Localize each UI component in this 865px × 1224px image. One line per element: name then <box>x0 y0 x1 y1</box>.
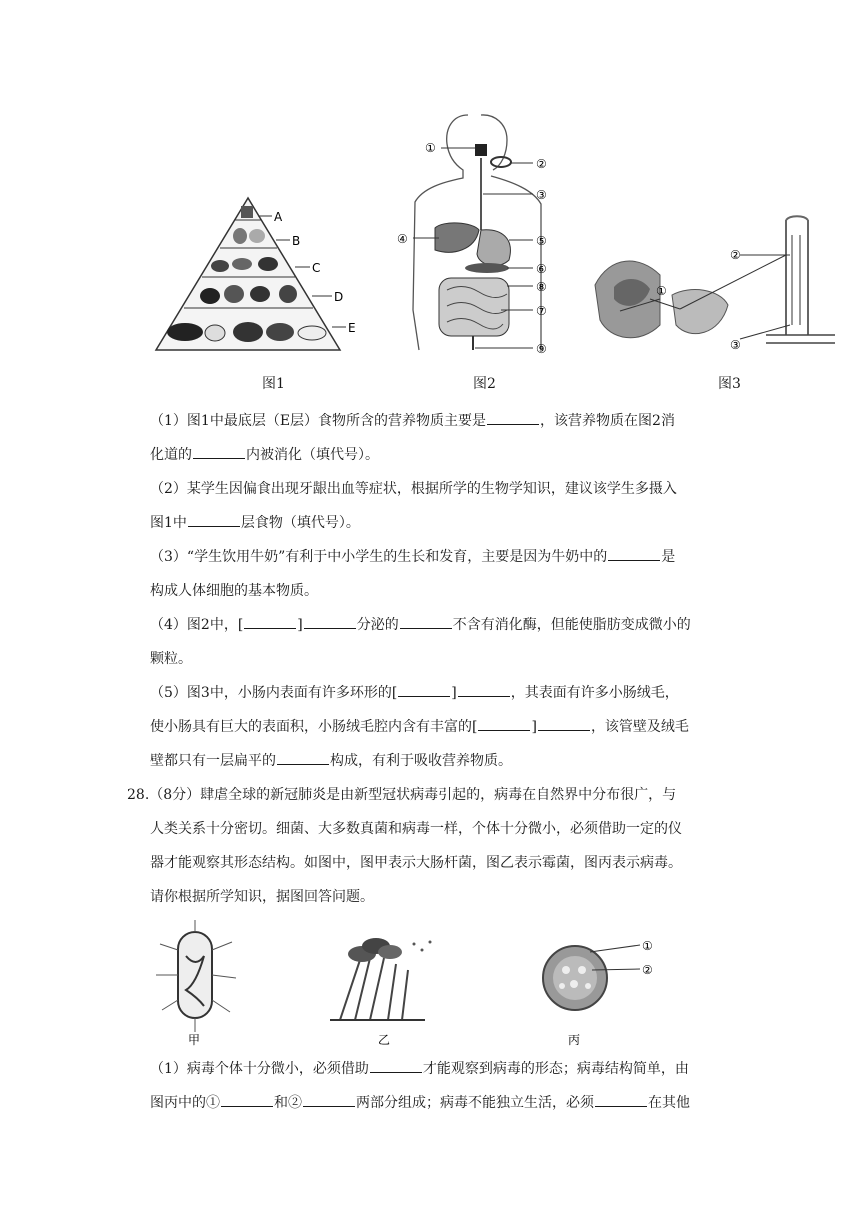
q27-part4-line1: （4）图2中，[ ] 分泌的 不含有消化酶，但能使脂肪变成微小的 <box>150 614 691 634</box>
marker-1: ① <box>425 141 436 155</box>
food-pyramid-figure <box>150 190 380 360</box>
fig3-marker-2: ② <box>730 248 741 262</box>
microbe-figure <box>150 920 670 1050</box>
q28-line2: 人类关系十分密切。细菌、大多数真菌和病毒一样，个体十分微小，必须借助一定的仪 <box>150 821 682 837</box>
answer-blank[interactable] <box>400 614 452 629</box>
layer-label-a: A <box>274 210 283 224</box>
answer-blank[interactable] <box>398 682 450 697</box>
answer-blank[interactable] <box>244 614 296 629</box>
fig3-marker-3: ③ <box>730 338 741 352</box>
q27-part1-line1: （1）图1中最底层（E层）食物所含的营养物质主要是 ，该营养物质在图2消 <box>150 410 675 430</box>
small-intestine-figure <box>590 215 845 355</box>
marker-3: ③ <box>536 188 547 202</box>
layer-label-e: E <box>348 321 356 335</box>
q27-part5-line3: 壁都只有一层扁平的 构成，有利于吸收营养物质。 <box>150 750 512 770</box>
answer-blank[interactable] <box>277 750 329 765</box>
answer-blank[interactable] <box>188 512 240 527</box>
figure2-caption: 图2 <box>473 376 496 392</box>
marker-5: ⑤ <box>536 234 547 248</box>
q27-part4-line2: 颗粒。 <box>150 651 192 667</box>
answer-blank[interactable] <box>538 716 590 731</box>
marker-6: ⑥ <box>536 262 547 276</box>
answer-blank[interactable] <box>478 716 530 731</box>
answer-blank[interactable] <box>193 444 245 459</box>
q27-part3-line1: （3）“学生饮用牛奶”有利于中小学生的生长和发育，主要是因为牛奶中的 是 <box>150 546 675 566</box>
label-bing: 丙 <box>568 1033 581 1047</box>
marker-7: ⑦ <box>536 304 547 318</box>
answer-blank[interactable] <box>221 1092 273 1107</box>
q27-part5-line2: 使小肠具有巨大的表面积，小肠绒毛腔内含有丰富的[ ] ，该管壁及绒毛 <box>150 716 689 736</box>
layer-label-b: B <box>292 234 301 248</box>
q28-part1-line1: （1）病毒个体十分微小，必须借助 才能观察到病毒的形态；病毒结构简单，由 <box>150 1058 689 1078</box>
q28-part1-line2: 图丙中的① 和② 两部分组成；病毒不能独立生活，必须 在其他 <box>150 1092 690 1112</box>
q28-line1: 28.（8分）肆虐全球的新冠肺炎是由新型冠状病毒引起的，病毒在自然界中分布很广，与 <box>127 787 677 803</box>
marker-9: ⑨ <box>536 342 547 356</box>
digestive-system-figure <box>383 110 563 360</box>
q27-part5-line1: （5）图3中，小肠内表面有许多环形的[ ] ，其表面有许多小肠绒毛， <box>150 682 679 702</box>
fig3-marker-1: ① <box>656 284 667 298</box>
layer-label-d: D <box>334 290 344 304</box>
label-yi: 乙 <box>378 1033 391 1047</box>
answer-blank[interactable] <box>304 614 356 629</box>
answer-blank[interactable] <box>458 682 510 697</box>
answer-blank[interactable] <box>303 1092 355 1107</box>
figure1-caption: 图1 <box>262 376 285 392</box>
virus-drawing <box>543 945 640 1010</box>
answer-blank[interactable] <box>595 1092 647 1107</box>
q27-part3-line2: 构成人体细胞的基本物质。 <box>150 583 318 599</box>
marker-8: ⑧ <box>536 280 547 294</box>
virus-marker-2: ② <box>642 963 653 977</box>
answer-blank[interactable] <box>370 1058 422 1073</box>
layer-label-c: C <box>312 261 321 275</box>
answer-blank[interactable] <box>487 410 539 425</box>
q27-part2-line2: 图1中 层食物（填代号）。 <box>150 512 360 532</box>
answer-blank[interactable] <box>608 546 660 561</box>
marker-2: ② <box>536 157 547 171</box>
q28-line3: 器才能观察其形态结构。如图中，图甲表示大肠杆菌，图乙表示霉菌，图丙表示病毒。 <box>150 855 682 871</box>
q27-part1-line2: 化道的 内被消化（填代号）。 <box>150 444 379 464</box>
figure3-caption: 图3 <box>718 376 741 392</box>
marker-4: ④ <box>397 232 408 246</box>
label-jia: 甲 <box>188 1033 201 1047</box>
q28-line4: 请你根据所学知识，据图回答问题。 <box>150 889 374 905</box>
q27-part2-line1: （2）某学生因偏食出现牙龈出血等症状，根据所学的生物学知识，建议该学生多摄入 <box>150 481 677 497</box>
virus-marker-1: ① <box>642 939 653 953</box>
bacterium-drawing <box>156 920 236 1032</box>
mold-drawing <box>330 938 432 1020</box>
